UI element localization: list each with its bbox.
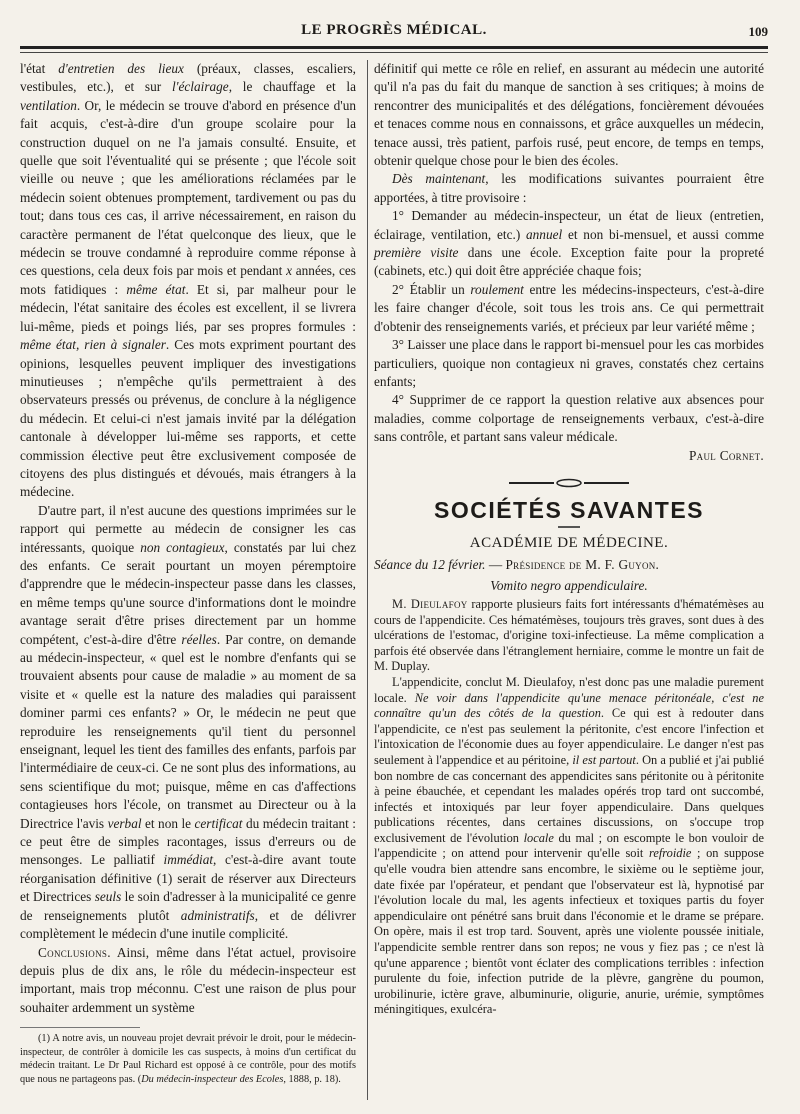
subheading: Vomito negro appendiculaire. <box>490 577 648 593</box>
header-rule-thick <box>20 46 768 49</box>
list-item: 3° Laisser une place dans le rapport bi-mensuel pour les cas morbides particuliers, quoique non contagieux ni graves, constatés chez certains enfants; <box>374 337 764 389</box>
report-body <box>374 597 764 1018</box>
column-divider <box>367 60 368 1100</box>
header-rule-thin <box>20 52 768 53</box>
section-title: SOCIÉTÉS SAVANTES <box>433 497 705 524</box>
list-item: 1° Demander au médecin-inspecteur, un état de lieux (entretien, éclairage, ventilation, etc.) annuel et non bi-mensuel, et aussi comme première visite dans une école. Exception faite pour la propreté (cabinets, etc.) qui doit être appréciée chaque fois; <box>374 208 764 279</box>
paragraph: D'autre part, il n'est aucune des questions imprimées sur le rapport qui permette au médecin de consigner les cas intéressants, quoique non contagieux, constatés par lui chez des enfants. Ce serait pourtant un moyen péremptoire d'apprendre que le médecin-inspecteur passe dans les classes, en même temps qu'une source d'informations dont le moindre avantage serait d'être prises directement par un homme compétent, c'est-à-dire d'être réelles. Par contre, on demande au médecin-inspecteur, « quel est le nombre d'enfants qui se trouvaient absents pour cause de maladie » au moment de sa visite et « quelle est la nature des maladies qui paraissent dominer parmi ces enfants? » Or, le médecin ne peut que reproduire les renseignements qu'il tient du personnel enseignant, lequel les tient des familles des enfants, parfois par l'intermédiaire de ceux-ci. Ce ne sont plus des informations, au sens scientifique du mot; puisque, même en cas d'affections contagieuses hors l'école, on transmet au Directeur ou à la Directrice l'avis verbal et non le certificat du médecin traitant : ce peut être de simples racontages, issus d'erreurs ou de mensonges. Le palliatif immédiat, c'est-à-dire avant toute réorganisation définitive (1) serait de réserver aux Directeurs et Directrices seuls le soin d'adresser à la municipalité ce genre de renseignements plutôt administratifs, et de délivrer complètement le médecin d'une inutile complicité. <box>20 502 357 942</box>
ornament-icon <box>509 478 629 488</box>
section-dash <box>374 520 764 532</box>
paragraph: définitif qui mette ce rôle en relief, en assurant au médecin une autorité qu'il n'a pas du fait du manque de sanction à ses critiques; à moins de rencontrer des municipalités et des délégations, foncièrement dévouées et tenaces comme nous en connaissons, et grâce auxquelles un médecin, tenace aussi, très patient, parfois rusé, peut encore, de temps en temps, obtenir quelque chose pour le bien des écoles. <box>374 61 764 169</box>
page-number: 109 <box>748 24 768 39</box>
paragraph: M. Dieulafoy rapporte plusieurs faits fort intéressants d'hématémèses au cours de l'appendicite. Ces hématémèses, toujours très graves, sont dues à des ulcérations de l'estomac, d'origine toxi-infectieuse. La même complication a parfois été observée dans l'étranglement herniaire, comme le montre un fait de M. Duplay. <box>374 596 764 674</box>
session-line: Séance du 12 février. — Présidence de M. F. Guyon. <box>374 557 660 573</box>
paragraph: l'état d'entretien des lieux (préaux, classes, escaliers, vestibules, etc.), et sur l'éclairage, le chauffage et la ventilation. Or, le médecin se trouve d'abord en présence d'un fait acquis, c'est-à-dire d'un groupe scolaire pour la construction duquel on ne l'a jamais consulté. Ensuite, et quelle que soit l'éventualité qui se présente ; que l'école soit vieille ou neuve ; que les améliorations réclamées par le médecin soient obtenues promptement, tardivement ou pas du tout; dans tous ces cas, il arrive nécessairement, en raison du caractère permanent de l'état quelconque des lieux, que le médecin se trouve condamné à reproduire comme réponse à ces questions, cela deux fois par mois et pendant x années, ces mots fatidiques : même état. Et si, par malheur pour le médecin, l'état sanitaire des écoles est excellent, il se livrera lui-même, pieds et poings liés, par ses propres formules : même état, rien à signaler. Ces mots expriment pourtant des opinions, lesquelles peuvent impliquer des investigations minutieuses ; n'empêche qu'ils permettraient à des observateurs pressés ou prévenus, de conclure à la négligence du médecin. Et celui-ci n'est jamais invité par la délégation cantonale à développer lui-même ses rapports, et cette commission élective peut être exclusivement composée de citoyens des plus distingués et dévoués, mais étrangers à la médecine. <box>20 61 357 500</box>
right-column <box>374 60 764 1018</box>
footnote: (1) A notre avis, un nouveau projet devrait prévoir le droit, pour le médecin-inspecteur, de contrôler à domicile les cas suspects, à moins d'un certificat du médecin traitant. Le Dr Paul Richard est opposé à ce contrôle, pour des motifs que nous ne partageons pas. (Du médecin-inspecteur des Ecoles, 1888, p. 18). <box>20 1033 356 1085</box>
list-item: 2° Établir un roulement entre les médecins-inspecteurs, c'est-à-dire les faire changer d'école, soit tous les trois ans. Ce qui permettrait d'obtenir des renseignements variés, et précieux par leur variété même ; <box>374 281 764 334</box>
paragraph: Conclusions. Ainsi, même dans l'état actuel, provisoire depuis plus de dix ans, le rôle du médecin-inspecteur est important, mais trop méconnu. C'est une raison de plus pour souhaiter ardemment un système <box>20 944 356 1015</box>
dash-icon <box>558 524 580 530</box>
left-column <box>20 60 356 1087</box>
author-signature: Paul Cornet. <box>688 447 764 463</box>
paragraph: Dès maintenant, les modifications suivantes pourraient être apportées, à titre provisoire : <box>374 171 764 205</box>
paragraph: L'appendicite, conclut M. Dieulafoy, n'est donc pas une maladie purement locale. Ne voir dans l'appendicite qu'une menace péritonéale, c'est ne connaître qu'un des côtés de la question. Ce qui est à redouter dans l'appendicite, ce n'est pas seulement la péritonite, c'est encore l'infection et l'intoxication de l'économie dues au foyer appendiculaire. Le danger n'est pas seulement à l'appendice et au péritoine, il est partout. On a publié et j'ai publié bon nombre de cas concernant des appendicites sans péritonite ou à péritonite à peine ébauchée, et cependant les malades opérés trop tard ont succombé, infectés et intoxiqués par leur foyer appendiculaire. Dans quelques publications récentes, dans certaines discussions, on s'occupe trop exclusivement de l'évolution locale du mal ; on escompte le bon vouloir de l'appendicite ; on attend pour intervenir qu'elle soit refroidie ; on suppose qu'elle voudra bien attendre sans encombre, le sixième ou le septième jour, date fixée par l'opérateur, et pendant que l'observateur est là, hypnotisé par l'évolution locale du mal, les agents infectieux et toxiques partis du foyer appendiculaire ont pénétré sans bruit dans l'économie et le drame se prépare. On opère, mais il est trop tard. Souvent, après une violente poussée initiale, l'appendicite semble rentrer dans son repos; ne vous y fiez pas ; ce n'est là qu'une apparence ; bientôt vont éclater des complications terribles : infection purulente du foie, infection putride de la plèvre, gangrène du poumon, urobilinurie, ictère grave, albuminurie, oligurie, anurie, urémie, symptômes méningitiques, exulcéra- <box>374 674 765 1017</box>
ornament-divider <box>374 475 764 493</box>
academy-heading: ACADÉMIE DE MÉDECINE. <box>469 534 669 551</box>
list-item: 4° Supprimer de ce rapport la question relative aux absences pour maladies, comme colportage de renseignements verbaux, c'est-à-dire sans contrôle, et partant sans valeur médicale. <box>374 392 764 445</box>
running-header <box>20 22 768 42</box>
journal-title: LE PROGRÈS MÉDICAL. <box>301 22 487 38</box>
